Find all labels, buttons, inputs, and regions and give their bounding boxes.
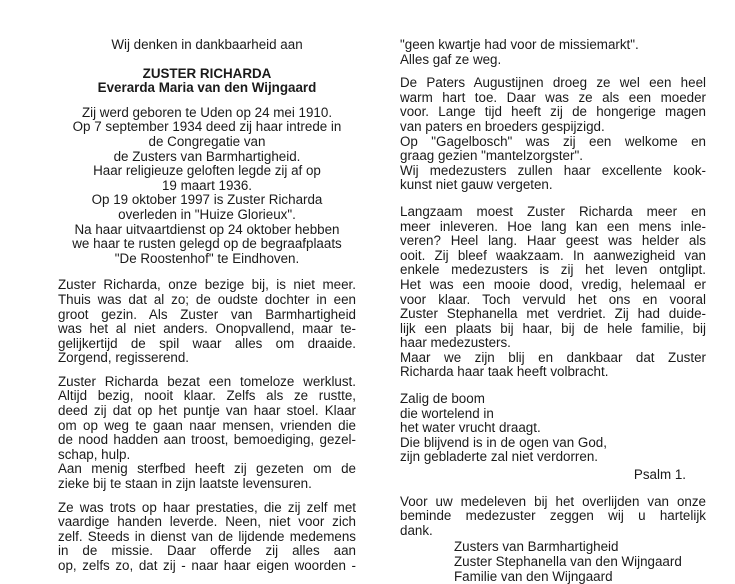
bio-line: de Zusters van Barmhartigheid. <box>113 148 301 164</box>
text-line: gelijkertijd de spil waar alles om draaide. <box>58 335 356 351</box>
text-line: zelf. Steeds in dienst van de lijdende medemens <box>58 528 356 544</box>
bio-line: we haar te rusten gelegd op de begraafplaats <box>72 236 342 252</box>
text-line: Zuster Richarda, onze bezige bij, is niet meer. <box>58 277 356 293</box>
text-line: zieke bij te staan in zijn laatste levensuren. <box>58 476 312 492</box>
text-line: haar medezusters. <box>400 335 511 351</box>
left-column <box>58 38 356 574</box>
text-line: Thuis was dat al zo; de oudste dochter in een <box>58 291 356 307</box>
signature-line: Familie van den Wijngaard <box>454 568 613 584</box>
bio-line: Na haar uitvaartdienst op 24 oktober hebben <box>74 221 340 237</box>
text-line: was het al niet anders. Onopvallend, maar te- <box>58 321 356 337</box>
bio-line: "De Roostenhof" te Eindhoven. <box>114 250 300 266</box>
text-line: Alles gaf ze weg. <box>400 51 502 67</box>
poem-line: die wortelend in <box>400 405 494 421</box>
text-line: deed zij dat op het puntje van haar stoel. Klaar <box>58 403 356 419</box>
text-line: Aan menig sterfbed heeft zij gezeten om de <box>58 461 356 477</box>
bio-line: Op 7 september 1934 deed zij haar intrede in <box>72 119 342 135</box>
intro-line: Wij denken in dankbaarheid aan <box>111 37 303 52</box>
paragraph <box>58 278 356 366</box>
text-line: ooit. Zij bleef waakzaam. In aanwezigheid van <box>400 247 706 263</box>
text-line: Langzaam moest Zuster Richarda meer en <box>400 203 706 219</box>
text-line: Voor uw medeleven bij het overlijden van onze <box>400 493 706 509</box>
text-line: Maar we zijn blij en dankbaar dat Zuster <box>400 349 706 365</box>
paragraph <box>58 501 356 574</box>
text-line: vaardige handen leverde. Neen, niet voor zich <box>58 514 356 530</box>
bio-line: Zij werd geboren te Uden op 24 mei 1910. <box>81 104 333 120</box>
text-line: in de missie. Daar offerde zij alles aan <box>58 543 356 559</box>
text-line: De Paters Augustijnen droeg ze wel een heel <box>400 75 706 91</box>
text-line: veren? Heel lang. Haar geest was helder als <box>400 233 706 249</box>
text-line: Zuster Richarda bezat een tomeloze werklust. <box>58 373 356 389</box>
text-line: beminde medezuster zeggen wij u hartelijk <box>400 508 706 524</box>
text-line: groot gezin. Als Zuster van Barmhartigheid <box>58 306 356 322</box>
text-line: Altijd bezig, nooit klaar. Zelfs als ze rustte, <box>58 388 356 404</box>
text-line: schap, hulp. <box>58 446 131 462</box>
text-line: kunst niet gauw vergeten. <box>400 177 553 193</box>
text-line: op, zelfs zo, dat zij - naar haar eigen woorden - <box>58 558 356 573</box>
text-line: van paters en broeders gespijzigd. <box>400 118 605 134</box>
paragraph <box>58 375 356 492</box>
text-line: Zorgend, regisserend. <box>58 350 190 366</box>
text-line: graag gezien "mantelzorgster". <box>400 148 583 164</box>
right-column <box>400 38 706 584</box>
poem-line: Zalig de boom <box>400 391 485 407</box>
bio-line: de Congregatie van <box>148 133 266 149</box>
poem-line: zijn gebladerte zal niet verdorren. <box>400 449 598 465</box>
text-line: lijk een plaats bij haar, bij de hele familie, bij <box>400 320 706 336</box>
text-line: Op "Gagelbosch" was zij een welkome en <box>400 133 706 149</box>
text-line: voor klaar. Toch vervuld het ons en vooral <box>400 291 706 307</box>
poem-line: het water vrucht draagt. <box>400 420 541 436</box>
bio-line: Op 19 oktober 1997 is Zuster Richarda <box>91 192 323 208</box>
cropped-bottom-text <box>360 576 590 584</box>
text-line: Richarda haar taak heeft volbracht. <box>400 364 609 380</box>
psalm-reference: Psalm 1. <box>633 467 686 483</box>
text-line: Ze was trots op haar prestaties, die zij zelf met <box>58 499 356 515</box>
full-name: Everarda Maria van den Wijngaard <box>97 80 317 96</box>
psalm-poem <box>400 392 706 465</box>
text-line: Het was een mooie dood, vredig, helemaal er <box>400 276 706 292</box>
paragraph <box>400 76 706 193</box>
text-line: meer inleveren. Hoe lang kan een mens inle- <box>400 218 706 234</box>
biography <box>58 106 356 267</box>
text-line: voor. Lange tijd heeft zij de hongerige magen <box>400 104 706 120</box>
bio-line: Haar religieuze geloften legde zij af op <box>93 163 321 179</box>
paragraph <box>400 205 706 380</box>
thanks-paragraph <box>400 495 706 539</box>
text-line: enkele medezusters is zij het leven ontglipt. <box>400 262 706 278</box>
text-line: Wij medezusters zullen haar excellente kook- <box>400 162 706 178</box>
text-line: "geen kwartje had voor de missiemarkt". <box>400 37 639 52</box>
bio-line: 19 maart 1936. <box>161 177 253 193</box>
name-heading: ZUSTER RICHARDA <box>142 65 272 81</box>
text-line: om op weg te gaan naar mensen, vrienden die <box>58 417 356 433</box>
text-line: dank. <box>400 522 433 538</box>
bio-line: overleden in "Huize Glorieux". <box>118 206 296 222</box>
signature-line: Zusters van Barmhartigheid <box>454 539 619 555</box>
text-line: de nood hadden aan troost, bemoediging, gezel- <box>58 432 356 448</box>
paragraph <box>400 38 706 67</box>
signature-line: Zuster Stephanella van den Wijngaard <box>454 554 682 569</box>
poem-line: Die blijvend is in de ogen van God, <box>400 434 607 450</box>
text-line: Zuster Stephanella met verdriet. Zij had duide- <box>400 306 706 322</box>
text-line: warm hart toe. Daar was ze als een moeder <box>400 89 706 105</box>
